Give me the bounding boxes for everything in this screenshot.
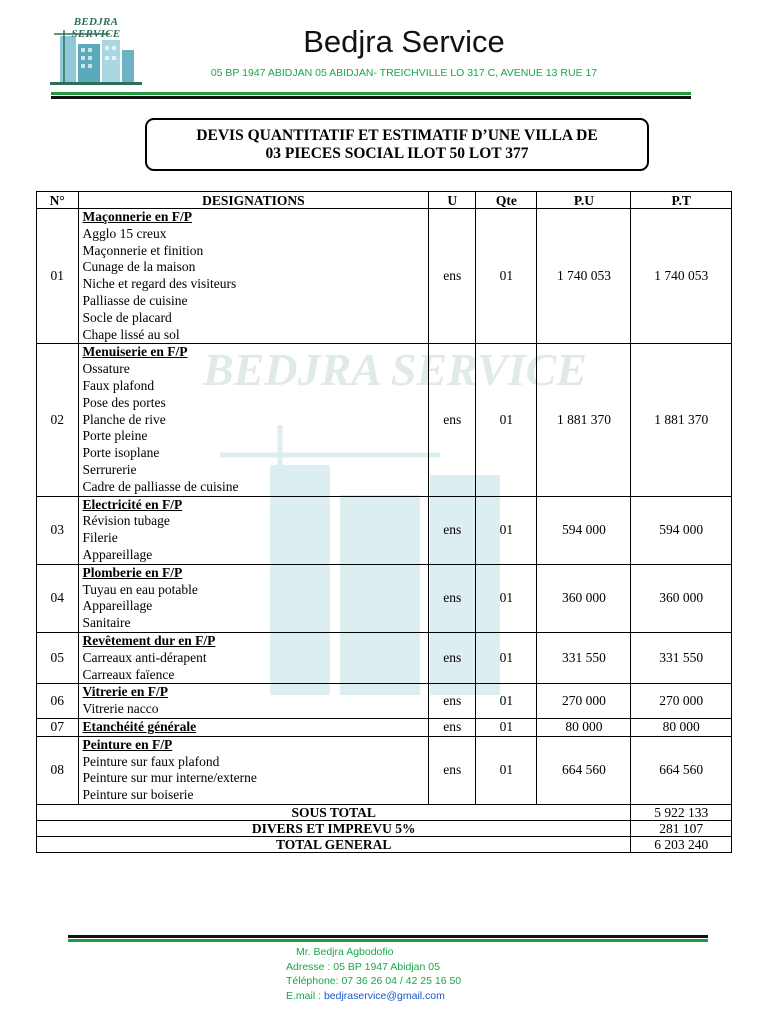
designation-item: Carreaux faïence (82, 666, 175, 682)
row-quantity: 01 (476, 736, 537, 804)
row-unit: ens (429, 496, 476, 564)
designation-item: Peinture sur mur interne/externe (82, 770, 257, 786)
section-title: Vitrerie en F/P (82, 684, 168, 700)
row-unit: ens (429, 344, 476, 496)
section-title: Maçonnerie en F/P (82, 209, 192, 224)
designation-item: Peinture sur boiserie (82, 787, 194, 803)
footer-divider-green (68, 939, 708, 942)
row-designation (78, 718, 429, 736)
row-number: 04 (37, 564, 79, 632)
contact-email-line (286, 989, 461, 1004)
contingency-value: 281 107 (631, 820, 732, 836)
row-designation (78, 736, 429, 804)
email-link[interactable]: bedjraservice@gmail.com (323, 989, 445, 1002)
row-unit-price: 270 000 (537, 684, 631, 719)
section-title: Etanchéité générale (82, 718, 197, 734)
table-row (37, 718, 732, 736)
title-line-2: 03 PIECES SOCIAL ILOT 50 LOT 377 (265, 144, 529, 162)
designation-item: Cadre de palliasse de cuisine (82, 478, 239, 494)
designation-item: Ossature (82, 361, 130, 377)
designation-item: Appareillage (82, 546, 153, 562)
row-number: 02 (37, 344, 79, 496)
designation-item: Appareillage (82, 598, 153, 614)
section-title: Plomberie en F/P (82, 564, 183, 580)
header-unit: U (429, 192, 476, 209)
row-designation (78, 209, 429, 344)
header-number: N° (37, 192, 79, 209)
row-unit-price: 594 000 (537, 496, 631, 564)
title-line-1: DEVIS QUANTITATIF ET ESTIMATIF D’UNE VILLA DE (196, 126, 598, 144)
designation-item: Peinture sur faux plafond (82, 753, 220, 769)
row-unit-price: 664 560 (537, 736, 631, 804)
header-designations: DESIGNATIONS (78, 192, 429, 209)
designation-item: Planche de rive (82, 411, 166, 427)
company-name: Bedjra Service (303, 24, 505, 59)
row-total-price: 270 000 (631, 684, 732, 719)
grand-total-label: TOTAL GENERAL (37, 836, 631, 852)
designation-item: Révision tubage (82, 513, 170, 529)
company-address: 05 BP 1947 ABIDJAN 05 ABIDJAN- TREICHVILLE LO 317 C, AVENUE 13 RUE 17 (210, 67, 598, 79)
row-unit-price: 1 740 053 (537, 209, 631, 344)
row-quantity: 01 (476, 209, 537, 344)
row-quantity: 01 (476, 684, 537, 719)
row-total-price: 1 740 053 (631, 209, 732, 344)
table-row (37, 632, 732, 683)
designation-item: Vitrerie nacco (82, 701, 159, 717)
logo-text: BEDJRA SERVICE (71, 16, 121, 40)
row-unit: ens (429, 564, 476, 632)
section-title: Peinture en F/P (82, 736, 173, 752)
row-unit: ens (429, 736, 476, 804)
subtotal-row (37, 804, 732, 820)
table-row (37, 344, 732, 496)
subtotal-value: 5 922 133 (631, 804, 732, 820)
row-unit-price: 1 881 370 (537, 344, 631, 496)
designation-item: Porte pleine (82, 428, 148, 444)
designation-item: Cunage de la maison (82, 259, 196, 275)
contact-phone: Téléphone: 07 36 26 04 / 42 25 16 50 (286, 975, 462, 987)
row-quantity: 01 (476, 496, 537, 564)
header-divider-green (51, 92, 691, 95)
footer-divider-black (68, 935, 708, 938)
row-unit: ens (429, 684, 476, 719)
table-row (37, 564, 732, 632)
header-total-price: P.T (631, 192, 732, 209)
grand-total-row (37, 836, 732, 852)
section-title: Revêtement dur en F/P (82, 632, 216, 648)
footer-contact (286, 945, 461, 1003)
designation-item: Chape lissé au sol (82, 326, 180, 342)
row-number: 01 (37, 209, 79, 344)
row-quantity: 01 (476, 632, 537, 683)
designation-item: Maçonnerie et finition (82, 242, 204, 258)
row-total-price: 664 560 (631, 736, 732, 804)
row-total-price: 80 000 (631, 718, 732, 736)
table-header-row (37, 192, 732, 209)
row-unit-price: 331 550 (537, 632, 631, 683)
contact-name: Mr. Bedjra Agbodofio (296, 946, 394, 958)
contingency-label: DIVERS ET IMPREVU 5% (37, 820, 631, 836)
row-quantity: 01 (476, 564, 537, 632)
row-quantity: 01 (476, 344, 537, 496)
designation-item: Filerie (82, 530, 118, 546)
table-row (37, 736, 732, 804)
subtotal-label: SOUS TOTAL (37, 804, 631, 820)
designation-item: Porte isoplane (82, 445, 160, 461)
row-number: 06 (37, 684, 79, 719)
designation-item: Pose des portes (82, 394, 166, 410)
row-designation (78, 496, 429, 564)
row-total-price: 331 550 (631, 632, 732, 683)
row-number: 08 (37, 736, 79, 804)
row-total-price: 1 881 370 (631, 344, 732, 496)
document-title (145, 118, 649, 171)
row-total-price: 594 000 (631, 496, 732, 564)
row-unit-price: 80 000 (537, 718, 631, 736)
row-unit: ens (429, 209, 476, 344)
designation-item: Serrurerie (82, 461, 137, 477)
table-row (37, 496, 732, 564)
row-designation (78, 564, 429, 632)
designation-item: Sanitaire (82, 615, 131, 631)
table-row (37, 684, 732, 719)
contingency-row (37, 820, 732, 836)
row-unit-price: 360 000 (537, 564, 631, 632)
row-total-price: 360 000 (631, 564, 732, 632)
designation-item: Faux plafond (82, 377, 155, 393)
row-number: 03 (37, 496, 79, 564)
table-row (37, 209, 732, 344)
designation-item: Socle de placard (82, 309, 172, 325)
row-designation (78, 684, 429, 719)
designation-item: Tuyau en eau potable (82, 581, 198, 597)
grand-total-value: 6 203 240 (631, 836, 732, 852)
header-unit-price: P.U (537, 192, 631, 209)
row-quantity: 01 (476, 718, 537, 736)
designation-item: Carreaux anti-dérapent (82, 649, 207, 665)
section-title: Menuiserie en F/P (82, 344, 188, 360)
row-designation (78, 344, 429, 496)
row-number: 07 (37, 718, 79, 736)
designation-item: Niche et regard des visiteurs (82, 276, 237, 292)
row-unit: ens (429, 632, 476, 683)
company-logo (50, 16, 142, 88)
designation-item: Agglo 15 creux (82, 225, 167, 241)
watermark-text: BEDJRA SERVICE (203, 345, 587, 395)
email-label: E.mail : (286, 989, 324, 1002)
header-quantity: Qte (476, 192, 537, 209)
quote-table (36, 191, 732, 853)
header-divider-black (51, 96, 691, 99)
row-designation (78, 632, 429, 683)
designation-item: Palliasse de cuisine (82, 292, 188, 308)
section-title: Electricité en F/P (82, 496, 183, 512)
row-unit: ens (429, 718, 476, 736)
row-number: 05 (37, 632, 79, 683)
contact-address: Adresse : 05 BP 1947 Abidjan 05 (286, 960, 440, 973)
